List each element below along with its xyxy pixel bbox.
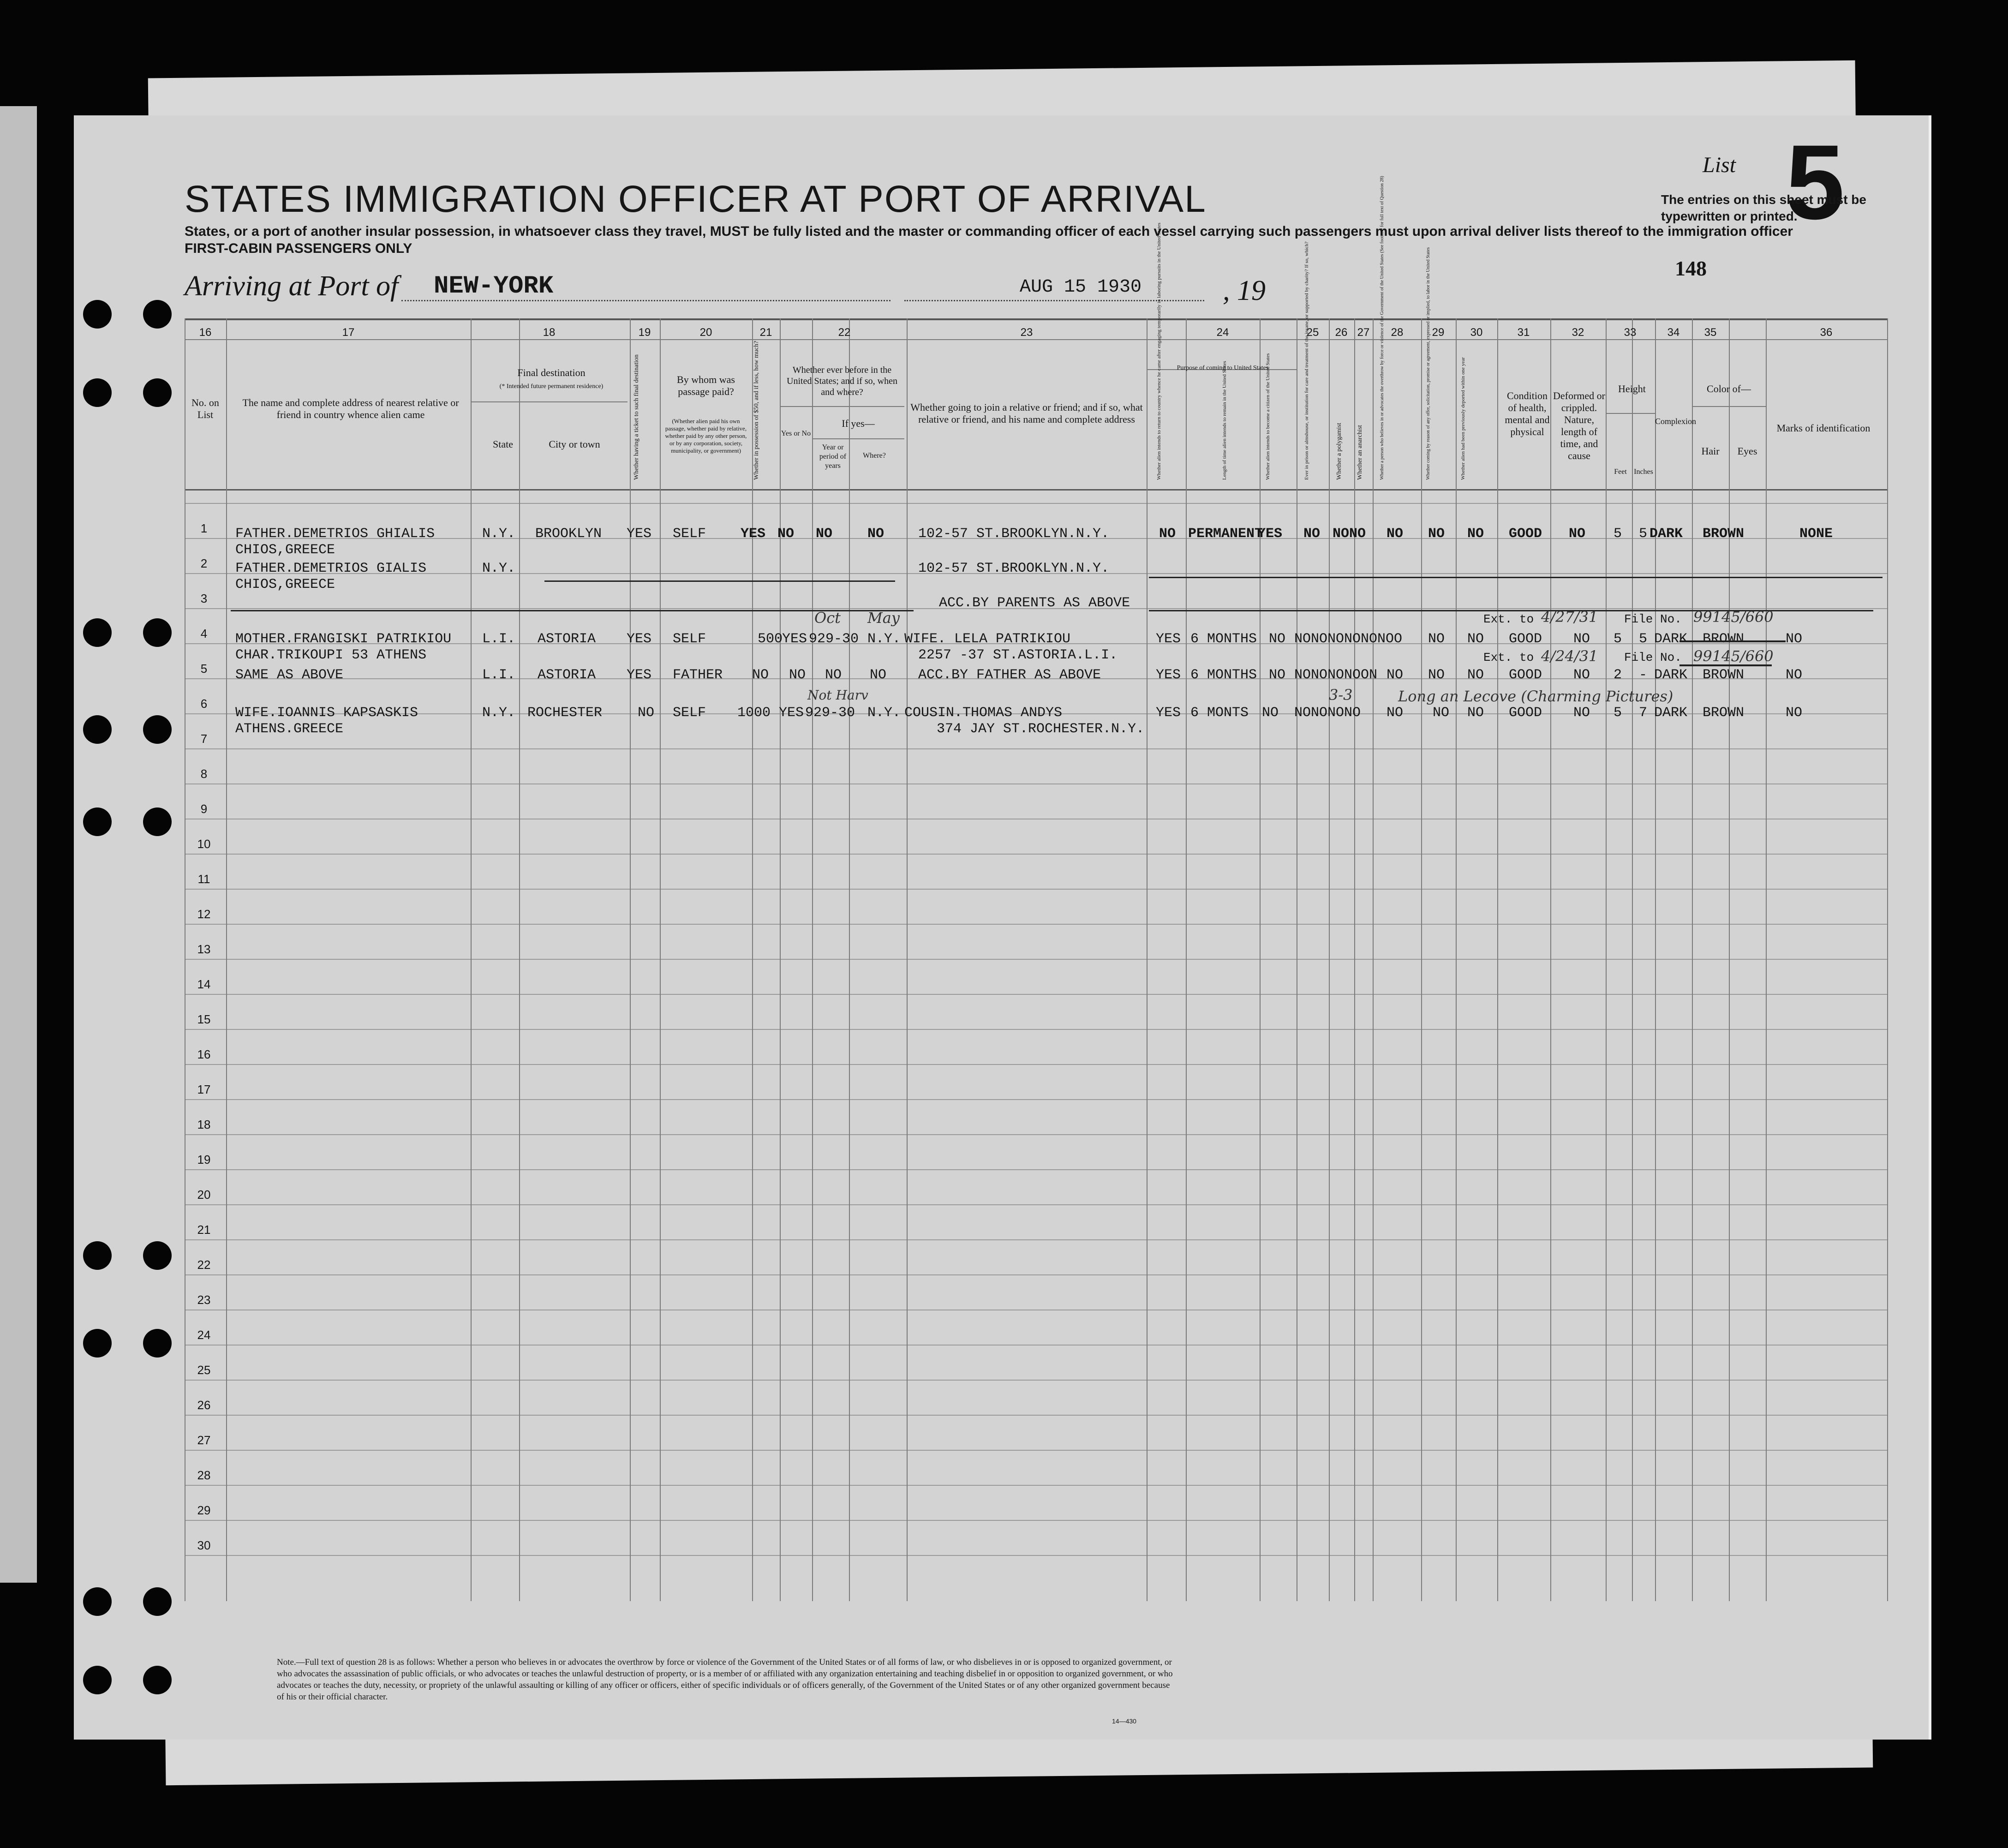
column-rule	[226, 318, 227, 1601]
row6-period: 929-30	[805, 705, 855, 721]
binder-hole	[143, 300, 172, 329]
row6-complexion: DARK	[1654, 705, 1688, 721]
header-c24c: Whether alien intends to become a citizen of the United States	[1265, 353, 1271, 480]
row-number: 30	[197, 1538, 211, 1552]
row5-c28: NO	[1386, 667, 1404, 683]
row5-paid: FATHER	[673, 667, 723, 683]
column-rule	[1550, 318, 1551, 1601]
column-rule	[1186, 318, 1187, 1601]
row-number: 20	[197, 1188, 211, 1202]
row1-c30: NO	[1467, 526, 1484, 542]
file-number-label: File No.	[1624, 651, 1682, 664]
row1-marks: NONE	[1799, 526, 1833, 542]
column-number: 25	[1306, 326, 1319, 339]
row4-c29: NO	[1428, 631, 1445, 647]
row5-c29: NO	[1428, 667, 1445, 683]
row5-feet: 2	[1614, 667, 1622, 683]
binder-hole	[83, 618, 112, 647]
column-number: 24	[1216, 326, 1229, 339]
column-rule	[812, 318, 813, 1601]
extension-label: Ext. to	[1483, 651, 1534, 664]
row-number: 2	[200, 556, 208, 570]
header-inches: Inches	[1634, 468, 1653, 476]
row-number: 11	[197, 872, 210, 886]
row6-money: 1000	[737, 705, 771, 721]
row-number: 17	[197, 1082, 211, 1096]
strike-line	[1679, 640, 1786, 642]
binder-hole	[83, 1587, 112, 1616]
row4-relative-address: CHAR.TRIKOUPI 53 ATHENS	[235, 647, 427, 663]
manifest-sheet	[74, 115, 1931, 1740]
header-passage-note: (Whether alien paid his own passage, whether paid by relative, whether paid by any other person, or by any corporation, society, municipality, or government)	[665, 418, 747, 454]
row1-where: NO	[867, 526, 884, 542]
column-number: 21	[759, 326, 772, 339]
binder-hole	[143, 618, 172, 647]
row6-c25-27: NONONONO	[1294, 705, 1361, 721]
row6-where: N.Y.	[867, 705, 901, 721]
row-number: 16	[197, 1047, 211, 1061]
row-number: 1	[200, 521, 208, 535]
row6-state: N.Y.	[482, 705, 516, 721]
row1-joining: 102-57 ST.BROOKLYN.N.Y.	[918, 526, 1110, 542]
header-subrule	[780, 406, 904, 407]
row4-relative: MOTHER.FRANGISKI PATRIKIOU	[235, 631, 452, 647]
row5-period: NO	[825, 667, 842, 683]
row5-inches: -	[1639, 667, 1648, 683]
row-number: 19	[197, 1153, 211, 1166]
row-number: 13	[197, 942, 211, 956]
row5-c25-27: NONONONOON	[1294, 667, 1378, 683]
page-title: STATES IMMIGRATION OFFICER AT PORT OF ARRIVAL	[185, 178, 1207, 220]
row2-joining: 102-57 ST.BROOKLYN.N.Y.	[918, 561, 1110, 576]
list-label: List	[1703, 153, 1736, 177]
list-note: The entries on this sheet must be typewritten or printed.	[1661, 192, 1866, 223]
column-number: 19	[638, 326, 651, 339]
header-passage-paid: By whom was passage paid?	[677, 374, 735, 397]
row5-ticket: YES	[627, 667, 652, 683]
header-joining: Whether going to join a relative or friend; and if so, what relative or friend, and his name and complete address	[910, 401, 1143, 425]
header-c30: Whether alien had been previously deported within one year	[1460, 357, 1466, 480]
row1-relative: FATHER.DEMETRIOS GHIALIS	[235, 526, 435, 542]
row4-city: ASTORIA	[538, 631, 596, 647]
row5-complexion: DARK	[1654, 667, 1688, 683]
row-number: 29	[197, 1503, 211, 1517]
row-number: 12	[197, 907, 211, 921]
binder-hole	[143, 1587, 172, 1616]
binder-hole	[143, 1666, 172, 1694]
row5-c24a: YES	[1156, 667, 1181, 683]
header-c29	[1426, 378, 1431, 480]
row-number: 5	[200, 662, 208, 676]
row6-joining-address: 374 JAY ST.ROCHESTER.N.Y.	[937, 721, 1145, 737]
row6-c24c: NO	[1262, 705, 1279, 721]
extension-date: 4/24/31	[1541, 647, 1598, 665]
row1-feet: 5	[1614, 526, 1622, 542]
column-number: 30	[1470, 326, 1483, 339]
header-c24a	[1156, 378, 1162, 480]
column-rule	[1692, 318, 1693, 1601]
header-feet: Feet	[1614, 468, 1627, 476]
row-number: 4	[200, 627, 208, 640]
column-rule	[907, 318, 908, 1601]
annotation-occupation: Long an Lecove (Charming Pictures)	[1398, 688, 1673, 705]
row6-joining: COUSIN.THOMAS ANDYS	[904, 705, 1063, 721]
row-number: 18	[197, 1118, 211, 1131]
column-number: 20	[699, 326, 712, 339]
binder-hole	[143, 378, 172, 407]
row1-before: NO	[777, 526, 795, 542]
file-number: 99145/660	[1693, 647, 1774, 665]
row5-health: GOOD	[1509, 667, 1542, 683]
row4-inches: 5	[1639, 631, 1648, 647]
row2-relative: FATHER.DEMETRIOS GIALIS	[235, 561, 427, 576]
file-number: 99145/660	[1693, 608, 1774, 626]
column-number: 28	[1391, 326, 1404, 339]
column-number: 22	[838, 326, 851, 339]
header-height: Height	[1618, 383, 1646, 395]
row1-paid: SELF	[673, 526, 706, 542]
row6-relative-address: ATHENS.GREECE	[235, 721, 344, 737]
row4-deformed: NO	[1573, 631, 1590, 647]
header-c31: Condition of health, mental and physical	[1505, 390, 1550, 437]
column-number: 29	[1432, 326, 1445, 339]
footnote-question-28: Note.—Full text of question 28 is as follows: Whether a person who believes in or advocates the overthrow by force or violence of the Government of the United States or of all forms of law, or who disbelieves in or is opposed to organized government, or who advocates the assassination of public officials, or who advocates or teaches the unlawful destruction of property, or is a member of or affiliated with any organization entertaining and teaching disbelief in or opposition to organized government, or who advocates or teaches the duty, necessity, or propriety of the unlawful assaulting or killing of any officer or officers, either of specific individuals or of officers generally, of the Government of the United States or of any other organized government because of his or their official character.	[277, 1657, 1173, 1702]
row6-feet: 5	[1614, 705, 1622, 721]
row-number: 9	[200, 802, 208, 816]
row1-c24c: YES	[1257, 526, 1283, 542]
column-rule	[1632, 318, 1633, 1601]
row5-c24b: 6 MONTHS	[1190, 667, 1257, 683]
row5-c30: NO	[1467, 667, 1484, 683]
port-value: NEW-YORK	[434, 272, 554, 300]
row1-complexion: DARK	[1649, 526, 1683, 542]
row-number: 22	[197, 1258, 211, 1272]
row6-hair: BROWN	[1703, 705, 1745, 721]
annotation-may: May	[867, 609, 900, 627]
row4-c24c: NO	[1269, 631, 1286, 647]
row6-inches: 7	[1639, 705, 1648, 721]
column-number: 32	[1572, 326, 1584, 339]
row6-c28: NO	[1386, 705, 1404, 721]
strike-line	[1679, 664, 1772, 666]
column-number: 36	[1820, 326, 1833, 339]
row6-relative: WIFE.IOANNIS KAPSASKIS	[235, 705, 418, 721]
row-number: 24	[197, 1328, 211, 1342]
header-subrule	[812, 438, 904, 439]
row4-paid: SELF	[673, 631, 706, 647]
header-marks: Marks of identification	[1776, 422, 1871, 434]
header-purpose: Purpose of coming to United States	[1177, 365, 1269, 371]
row5-deformed: NO	[1573, 667, 1590, 683]
header-final-destination: Final destination	[517, 367, 586, 378]
column-rule	[1887, 318, 1888, 1601]
header-if-yes: If yes—	[842, 418, 875, 429]
row1-c29: NO	[1428, 526, 1445, 542]
header-c25	[1304, 378, 1309, 480]
row4-joining-address: 2257 -37 ST.ASTORIA.L.I.	[918, 647, 1118, 663]
column-number: 23	[1020, 326, 1033, 339]
row4-where: N.Y.	[867, 631, 901, 647]
row2-relative-address: CHIOS,GREECE	[235, 577, 335, 592]
row5-city: ASTORIA	[538, 667, 596, 683]
column-number: 33	[1624, 326, 1637, 339]
annotation-oct: Oct	[814, 609, 841, 627]
column-rule	[780, 318, 781, 1601]
row4-ticket: YES	[627, 631, 652, 647]
row4-c30: NO	[1467, 631, 1484, 647]
header-money: Whether in possession of $50, and if less, how much?	[753, 341, 760, 480]
file-number-label: File No.	[1624, 612, 1682, 626]
page-number: 148	[1675, 257, 1707, 280]
row1-hair: BROWN	[1703, 526, 1745, 542]
row1-c24b: PERMANENT	[1188, 526, 1263, 542]
binder-hole	[83, 300, 112, 329]
extension-date: 4/27/31	[1541, 608, 1598, 626]
column-rule	[660, 318, 661, 1601]
row4-state: L.I.	[482, 631, 516, 647]
row-number: 26	[197, 1398, 211, 1412]
column-rule	[752, 318, 753, 1601]
header-instructions: States, or a port of another insular possession, in whatsoever class they travel, MUST be fully listed and the master or commanding officer of each vessel carrying such passengers must upon arrival deliver lists thereof to the immigration officer	[185, 224, 1793, 239]
column-rule	[519, 318, 520, 1601]
row4-period: 929-30	[809, 631, 859, 647]
binder-hole	[83, 1241, 112, 1270]
row6-marks: NO	[1786, 705, 1803, 721]
row6-c30: NO	[1467, 705, 1484, 721]
row1-money: YES	[741, 526, 766, 542]
binder-hole	[143, 1329, 172, 1358]
header-hair: Hair	[1701, 445, 1720, 457]
row-number: 7	[200, 732, 208, 746]
form-code: 14—430	[1112, 1717, 1136, 1725]
header-c27: Whether an anarchist	[1357, 425, 1363, 480]
row2-state: N.Y.	[482, 561, 516, 576]
row-number: 25	[197, 1363, 211, 1377]
header-c32: Deformed or crippled. Nature, length of time, and cause	[1553, 390, 1605, 461]
header-c24b: Length of time alien intends to remain in the United States	[1222, 361, 1227, 480]
row5-state: L.I.	[482, 667, 516, 683]
column-rule	[630, 318, 631, 1601]
binder-hole	[83, 378, 112, 407]
adjacent-page-edge	[0, 106, 37, 1583]
row6-c24a: YES	[1156, 705, 1181, 721]
column-rule	[1260, 318, 1261, 1601]
header-where: Where?	[863, 452, 886, 460]
column-rule	[1606, 318, 1607, 1601]
port-label: Arriving at Port of	[185, 270, 399, 302]
row5-money: NO	[752, 667, 769, 683]
column-number: 16	[199, 326, 212, 339]
column-rule	[1766, 318, 1767, 1601]
row-number: 14	[197, 977, 211, 991]
column-number: 34	[1667, 326, 1680, 339]
row6-c29: NO	[1433, 705, 1450, 721]
row4-c24a: YES	[1156, 631, 1181, 647]
header-state: State	[493, 438, 513, 450]
row6-deformed: NO	[1573, 705, 1590, 721]
header-relative-abroad: The name and complete address of nearest relative or friend in country whence alien came	[242, 397, 459, 420]
list-number: 5	[1786, 123, 1845, 241]
row-number: 8	[200, 767, 208, 781]
row4-money: 500	[758, 631, 783, 647]
row-number: 27	[197, 1433, 211, 1447]
header-subrule	[471, 401, 628, 402]
header-subrule	[1606, 413, 1655, 414]
row1-health: GOOD	[1509, 526, 1542, 542]
row-number: 28	[197, 1468, 211, 1482]
row-number: 23	[197, 1293, 211, 1307]
row1-state: N.Y.	[482, 526, 516, 542]
column-rule	[1354, 318, 1355, 1601]
column-rule	[1655, 318, 1656, 1601]
column-rule	[1373, 318, 1374, 1601]
column-rule	[1497, 318, 1498, 1601]
row4-health: GOOD	[1509, 631, 1542, 647]
row1-period: NO	[816, 526, 833, 542]
row3-joining: ACC.BY PARENTS AS ABOVE	[939, 595, 1130, 611]
row1-relative-address: CHIOS,GREECE	[235, 542, 335, 558]
column-number: 27	[1357, 326, 1370, 339]
row4-c24b: 6 MONTHS	[1190, 631, 1257, 647]
row5-c24c: NO	[1269, 667, 1286, 683]
binder-hole	[83, 1666, 112, 1694]
header-no-on-list: No. on List	[191, 397, 219, 420]
row5-joining: ACC.BY FATHER AS ABOVE	[918, 667, 1101, 683]
year-label: , 19	[1223, 275, 1266, 306]
row-number: 3	[200, 592, 208, 605]
row6-paid: SELF	[673, 705, 706, 721]
header-c28	[1380, 378, 1385, 480]
row1-c25: NO	[1303, 526, 1321, 542]
header-complexion: Complexion	[1655, 417, 1696, 426]
annotation-3-3: 3-3	[1329, 686, 1353, 704]
column-number: 31	[1517, 326, 1530, 339]
header-city: City or town	[549, 438, 600, 450]
binder-hole	[83, 715, 112, 744]
row6-ticket: NO	[638, 705, 655, 721]
row4-marks: NO	[1786, 631, 1803, 647]
row-number: 21	[197, 1223, 211, 1237]
column-rule	[1456, 318, 1457, 1601]
row1-city: BROOKLYN	[535, 526, 602, 542]
row4-joining: WIFE. LELA PATRIKIOU	[904, 631, 1071, 647]
column-rule	[849, 318, 850, 1601]
row4-feet: 5	[1614, 631, 1622, 647]
row4-complexion: DARK	[1654, 631, 1688, 647]
binder-hole	[143, 807, 172, 836]
column-number: 35	[1704, 326, 1717, 339]
binder-hole	[83, 1329, 112, 1358]
column-rule	[1329, 318, 1330, 1601]
column-rule	[1421, 318, 1422, 1601]
row6-c24b: 6 MONTS	[1190, 705, 1249, 721]
row-number: 10	[197, 837, 211, 851]
column-rule	[1729, 318, 1730, 1601]
row5-where: NO	[870, 667, 887, 683]
row5-relative: SAME AS ABOVE	[235, 667, 344, 683]
column-rule	[471, 318, 472, 1601]
row5-before: NO	[789, 667, 806, 683]
row6-city: ROCHESTER	[527, 705, 603, 721]
binder-hole	[143, 715, 172, 744]
row4-c25-28: NONONONONONOO	[1294, 631, 1403, 647]
row1-deformed: NO	[1569, 526, 1586, 542]
row4-hair: BROWN	[1703, 631, 1745, 647]
column-number: 26	[1335, 326, 1348, 339]
extension-label: Ext. to	[1483, 612, 1534, 626]
row1-inches: 5	[1639, 526, 1648, 542]
column-number: 18	[543, 326, 556, 339]
row5-hair: BROWN	[1703, 667, 1745, 683]
arrival-date: AUG 15 1930	[1020, 277, 1142, 298]
header-year-period: Year or period of years	[819, 443, 847, 470]
header-ticket: Whether having a ticket to such final destination	[633, 354, 640, 480]
row6-health: GOOD	[1509, 705, 1542, 721]
row1-ticket: YES	[627, 526, 652, 542]
header-color-of: Color of—	[1707, 383, 1751, 395]
annotation-not-harv: Not Harv	[807, 688, 868, 703]
row1-c26-27: NONO	[1333, 526, 1366, 542]
passenger-class: FIRST-CABIN PASSENGERS ONLY	[185, 241, 412, 256]
row1-c24a: NO	[1159, 526, 1176, 542]
header-subrule	[1692, 406, 1766, 407]
header-final-destination-note: (* Intended future permanent residence)	[499, 383, 604, 390]
binder-hole	[83, 807, 112, 836]
row-number: 6	[200, 697, 208, 711]
header-eyes: Eyes	[1737, 445, 1757, 457]
row4-before: YES	[782, 631, 807, 647]
header-before-in-us: Whether ever before in the United States; and if so, when and where?	[787, 365, 897, 397]
column-number: 17	[342, 326, 355, 339]
row1-c28: NO	[1386, 526, 1404, 542]
row5-marks: NO	[1786, 667, 1803, 683]
binder-hole	[143, 1241, 172, 1270]
row6-before: YES	[779, 705, 804, 721]
header-c26: Whether a polygamist	[1336, 423, 1343, 480]
row-number: 15	[197, 1012, 211, 1026]
header-yes-no: Yes or No	[781, 430, 811, 437]
